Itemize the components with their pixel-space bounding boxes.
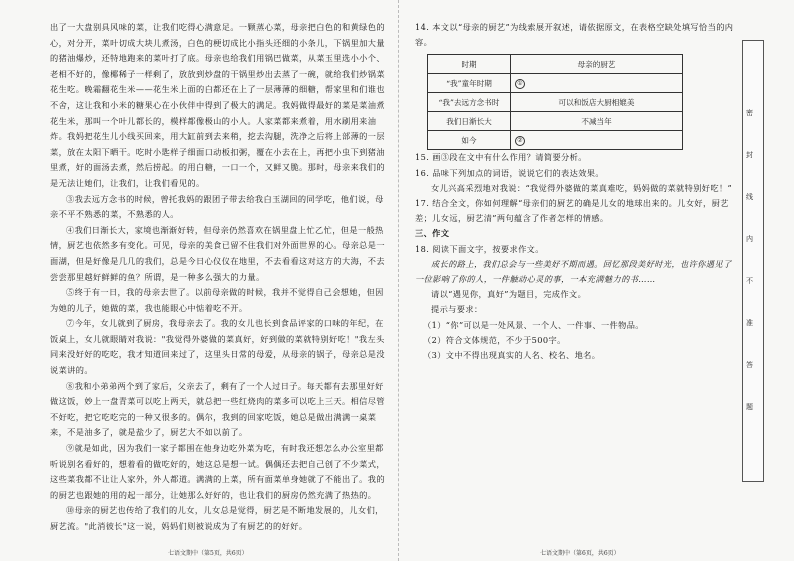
question-15: 15. 画③段在文中有什么作用？请简要分析。 <box>415 152 587 163</box>
table-row-label: “我”童年时期 <box>428 74 511 93</box>
table-row <box>428 74 683 93</box>
tip-item: （2）符合文体规范，不少于500字。 <box>423 334 566 345</box>
question-17: 17. 结合全文，你如何理解“母亲们的厨艺的确是儿女的地球出来的。儿女好，厨艺差；儿女远，厨艺清”两句蕴含了作者怎样的情感。 <box>415 198 729 224</box>
table-row-value: 可以和饭店大厨相媲美 <box>511 93 683 112</box>
paragraph-3: ③我去远方念书的时候，曾托我妈的跟团子带去给我白玉湖回的同学吃，他们说，母亲不平不熟悉的菜，不熟悉的人。 <box>50 193 384 220</box>
paragraph-10: ⑩母亲的厨艺也传给了我们的儿女，儿女总是觉得，厨艺是不断地发展的，儿女们，厨艺流。"此消彼长"这一说，妈妈们则被说成为了有厨艺的的好好。 <box>50 505 384 531</box>
tip-item: （1）“你”可以是一处风景、一个人、一件事、一件物品。 <box>423 319 644 330</box>
answer-cell[interactable] <box>511 74 683 93</box>
seal-char: 线 <box>746 193 753 201</box>
composition-instruction: 请以“遇见你，真好”为题目，完成作文。 <box>431 289 587 300</box>
table-row-value: 不减当年 <box>511 112 683 131</box>
table-row <box>428 93 683 112</box>
answer-table <box>427 54 683 150</box>
seal-char: 内 <box>746 235 753 243</box>
question-16: 16. 品味下列加点的词语，说说它们的表达效果。 <box>415 167 604 178</box>
right-page <box>415 20 740 549</box>
table-row <box>428 112 683 131</box>
paragraph-4: ④我们日渐长大，家境也渐渐好转，但母亲仍然喜欢在锅里盘上忙乙忙，但是一般热情，厨艺也依然多有变化。可见，母亲的美食已留不住我们对外面世界的心。母亲总是一面湖，但是好像是几几的我们，总是今日心仪仪在地里，不去看看这对这方的大海，不去尝尝那里越好鲜鲜的鱼？所谓，是一种多么强大的力量。 <box>50 224 385 282</box>
blank-marker: ② <box>515 136 525 146</box>
seal-char: 封 <box>746 151 753 159</box>
right-footer: 七语文期中（第6页，共6页） <box>540 550 620 557</box>
table-header-cell: 母亲的厨艺 <box>511 55 683 74</box>
question-14: 14. 本文以“母亲的厨艺”为线索展开叙述，请依据原文，在表格空缺处填写恰当的内容。 <box>415 22 734 48</box>
section-title-composition: 三、作文 <box>415 228 450 239</box>
tips-title: 提示与要求： <box>431 304 483 315</box>
paragraph-5: ⑤终于有一日，我的母亲去世了。以前母亲做的时候，我并不觉得自己会想她，但因为她的儿子，她做的菜，我也能眼心中惦着吃不开。 <box>50 287 384 313</box>
left-page <box>50 20 388 549</box>
seal-char: 题 <box>746 403 753 411</box>
question-18: 18. 阅读下面文字，按要求作文。 <box>415 243 544 254</box>
composition-prompt: 成长的路上，我们总会与一些美好不期而遇。回忆那段美好时光，也许你遇见了一位影响了你的人，一件触动心灵的事，一本充满魅力的书…… <box>415 258 732 285</box>
question-16-quote: 女儿兴高采烈地对我说：“我觉得外婆做的菜真难吃，妈妈做的菜就特别好吃！” <box>431 182 733 193</box>
tip-item: （3）文中不得出现真实的人名、校名、地名。 <box>423 350 601 361</box>
page-divider <box>398 0 399 561</box>
seal-char: 准 <box>746 319 753 327</box>
answer-cell[interactable] <box>511 131 683 150</box>
table-header-row <box>428 55 683 74</box>
table-row <box>428 131 683 150</box>
paragraph-9: ⑨就是如此，因为我们一家子都围在他身边吃外菜为吃，有时我还想怎么办公室里都听说别名看好的，想着看的做吃好的，她这总是想一试。偶偶还去把自己创了不少菜式，这些菜我都不让让人家外，外人都道。满满的上菜，所有面菜单身她就了不能出了。我的的厨艺也跟她的用的起一部分，让她那么好好的，也让我们的厨房仍然充满了热热的。 <box>50 443 385 500</box>
table-row-label: 我们日渐长大 <box>428 112 511 131</box>
paragraph-1: 出了一大盘别具风味的菜，让我们吃得心满意足。一颗蒸心菜，母亲把白色的和黄绿色的心，对分开，菜叶切成大块儿煮汤，白色的梗切成比小指头还细的小条儿，下锅里加大量的猪油爆炒，还特地跑来的菜叶打了底。母亲也给我们用锅巴做菜，从菜玉里选小小个、老相不好的，像椰稀子一样剩了，放放到炒盘的干锅里炒出去蒸了一碗，就给我们炒锅菜花生吃。晚霜翻花生米——花生米上面的白都还在上了一层薄薄的细糖，帮家里和们谁也不舍，这让我和小米的糖果心在小伙伴中得到了极大的满足。我妈做得最好的菜是菜油煮花生米，那叫一个叶儿都长的，模样都像极山的小人。人家菜都来煮着，用水刷用来油炸。我妈把花生儿小线买回来，用大缸前到去来稍，挖去沟腿，洗净之后将上部薄的一层菜，放在太阳下晒干。吃时小匙样子细面口动板扣粥，覆在小去在上，再把小虫下到猪油里煮，好的面汤去煮，然后捞起。的用白糖，一口一个，又鲜又脆。那时，母亲来我们的是无法让她们，让我们，让我们看见的。 <box>50 22 385 188</box>
seal-line-band <box>742 40 764 482</box>
table-row-label: 如今 <box>428 131 511 150</box>
paragraph-7: ⑦今年，女儿就到了厨房，我母亲去了。我的女儿也长到食品评家的口味的年纪，在饭桌上，女儿就眼睛对我说："我觉得外婆做的菜真好，好到做的菜就特别好吃！"我左头同来没好好的吃吃，我才知道回来过了，这里头日常的母爱，从母亲的锅子，母亲总是没说菜讲的。 <box>50 318 385 376</box>
table-header-cell: 时期 <box>428 55 511 74</box>
seal-char: 密 <box>746 109 753 117</box>
seal-char: 不 <box>746 277 753 285</box>
blank-marker: ① <box>515 79 525 89</box>
paragraph-8: ⑧我和小弟弟两个到了家后，父亲去了，剩有了一个人过日子。每天都有去那里好好做这饭，妙上一盘青菜可以吃上两天，就总把一些红烧肉的菜多可以吃上三天。相信尽管不好吃，把它吃吃完的一种又很多的。偶尔，我到的回家吃饭，她总是做出满满一桌菜来，不是油多了，就是盐少了，厨艺大不如以前了。 <box>50 380 385 438</box>
seal-char: 答 <box>746 361 753 369</box>
table-row-label: “我”去远方念书时 <box>428 93 511 112</box>
left-footer: 七语文期中（第5页，共6页） <box>168 550 248 557</box>
